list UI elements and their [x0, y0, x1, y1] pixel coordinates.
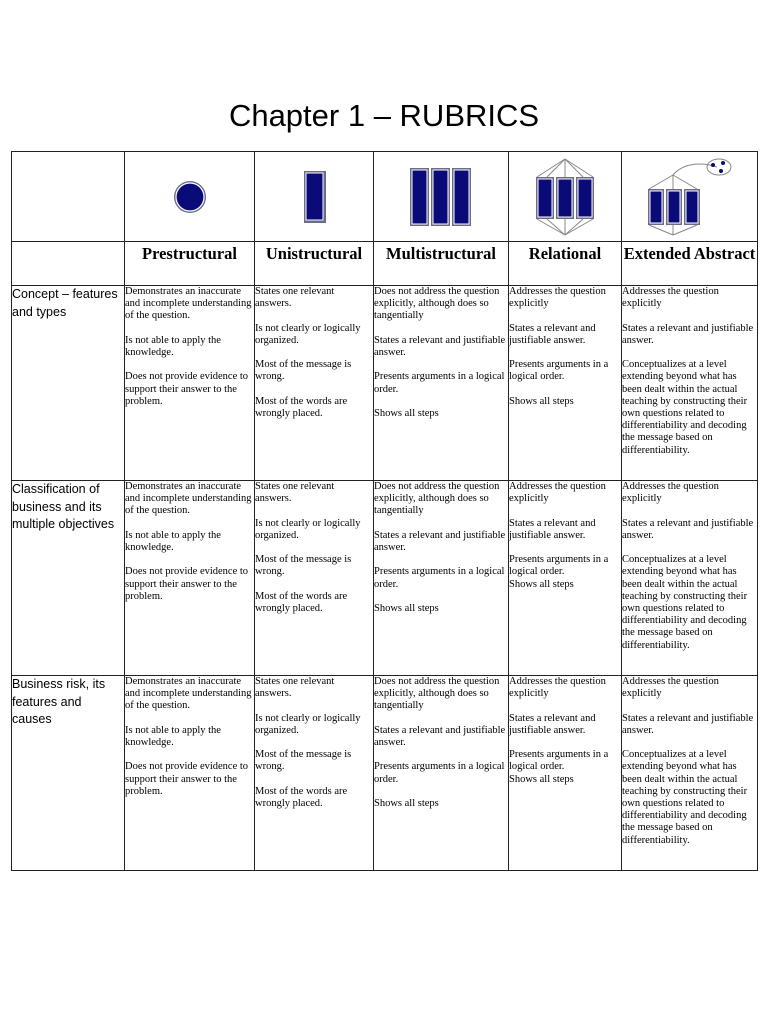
- empty-corner-cell: [12, 152, 125, 242]
- criteria-cell: [125, 481, 255, 676]
- criteria-text: States one relevant answers.: [255, 676, 337, 700]
- criteria-text: Is not able to apply the knowledge.: [125, 529, 224, 553]
- criteria-cell: [622, 481, 758, 676]
- criteria-cell: [255, 286, 374, 481]
- criteria-text: States one relevant answers.: [255, 286, 337, 310]
- criteria-cell: [125, 676, 255, 871]
- criteria-cell: [374, 676, 509, 871]
- table-row: [12, 286, 758, 481]
- criteria-text: Presents arguments in a logical order. Shows all steps: [509, 554, 609, 590]
- criteria-text: Does not address the question explicitly, although does so tangentially: [374, 286, 503, 322]
- criteria-text: Presents arguments in a logical order.: [374, 371, 508, 395]
- criteria-text: States a relevant and justifiable answer.: [509, 322, 599, 346]
- criteria-text: Most of the words are wrongly placed.: [255, 785, 350, 809]
- three-bars-icon: [409, 166, 473, 228]
- criteria-text: Conceptualizes at a level extending beyond what has been dealt within the actual teaching by constructing their own questions related to differentiability and decoding the message based on differentiability.: [622, 359, 750, 456]
- criteria-cell: [509, 481, 622, 676]
- criteria-cell: [622, 286, 758, 481]
- table-row: [12, 481, 758, 676]
- relational-icon-cell: [509, 152, 622, 242]
- criteria-text: Demonstrates an inaccurate and incomplete understanding of the question.: [125, 481, 255, 517]
- criteria-cell: [509, 286, 622, 481]
- criteria-text: Does not provide evidence to support their answer to the problem.: [125, 761, 251, 797]
- criteria-text: Shows all steps: [374, 797, 439, 809]
- row-topic: Business risk, its features and causes: [12, 676, 125, 871]
- criteria-text: Most of the words are wrongly placed.: [255, 395, 350, 419]
- extended-abstract-icon-cell: [622, 152, 758, 242]
- criteria-text: States a relevant and justifiable answer.: [622, 517, 756, 541]
- criteria-text: Addresses the question explicitly: [622, 286, 722, 310]
- extended-structure-icon: [645, 157, 735, 237]
- icon-row: [12, 152, 758, 242]
- connected-bars-icon: [533, 157, 597, 237]
- criteria-text: Conceptualizes at a level extending beyond what has been dealt within the actual teaching by constructing their own questions related to differentiability and decoding the message based on differentiability.: [622, 749, 750, 846]
- row-topic: Concept – features and types: [12, 286, 125, 481]
- criteria-text: Demonstrates an inaccurate and incomplete understanding of the question.: [125, 286, 255, 322]
- level-header-relational: Relational: [509, 242, 622, 286]
- criteria-text: States one relevant answers.: [255, 481, 337, 505]
- criteria-text: States a relevant and justifiable answer.: [374, 529, 508, 553]
- criteria-text: Conceptualizes at a level extending beyond what has been dealt within the actual teaching by constructing their own questions related to differentiability and decoding the message based on differentiability.: [622, 554, 750, 651]
- criteria-text: Is not clearly or logically organized.: [255, 322, 364, 346]
- criteria-text: States a relevant and justifiable answer.: [374, 724, 508, 748]
- criteria-text: Addresses the question explicitly: [622, 481, 722, 505]
- criteria-text: States a relevant and justifiable answer.: [622, 322, 756, 346]
- unistructural-icon-cell: [255, 152, 374, 242]
- criteria-cell: [509, 676, 622, 871]
- criteria-text: Presents arguments in a logical order.: [374, 761, 508, 785]
- criteria-text: Most of the message is wrong.: [255, 749, 354, 773]
- rubric-table: [11, 151, 758, 871]
- level-header-prestructural: Prestructural: [125, 242, 255, 286]
- criteria-text: Most of the words are wrongly placed.: [255, 590, 350, 614]
- row-topic: Classification of business and its multiple objectives: [12, 481, 125, 676]
- criteria-text: Shows all steps: [509, 395, 574, 407]
- level-header-unistructural: Unistructural: [255, 242, 374, 286]
- single-bar-icon: [299, 169, 329, 225]
- criteria-text: Shows all steps: [374, 602, 439, 614]
- criteria-text: Is not able to apply the knowledge.: [125, 334, 224, 358]
- table-row: [12, 676, 758, 871]
- level-header-multistructural: Multistructural: [374, 242, 509, 286]
- criteria-text: Shows all steps: [374, 407, 439, 419]
- criteria-cell: [255, 481, 374, 676]
- criteria-cell: [374, 286, 509, 481]
- criteria-text: Is not clearly or logically organized.: [255, 712, 364, 736]
- criteria-text: Does not provide evidence to support their answer to the problem.: [125, 371, 251, 407]
- criteria-text: Is not clearly or logically organized.: [255, 517, 364, 541]
- criteria-cell: [125, 286, 255, 481]
- level-header-row: [12, 242, 758, 286]
- criteria-text: Is not able to apply the knowledge.: [125, 724, 224, 748]
- criteria-text: Addresses the question explicitly: [622, 676, 722, 700]
- page-title: Chapter 1 – RUBRICS: [228, 98, 540, 133]
- empty-header-cell: [12, 242, 125, 286]
- level-header-extended-abstract: Extended Abstract: [622, 242, 758, 286]
- criteria-cell: [622, 676, 758, 871]
- criteria-text: States a relevant and justifiable answer.: [622, 712, 756, 736]
- criteria-text: States a relevant and justifiable answer.: [374, 334, 508, 358]
- criteria-text: Addresses the question explicitly: [509, 481, 609, 505]
- criteria-text: Presents arguments in a logical order.: [374, 566, 508, 590]
- criteria-text: States a relevant and justifiable answer.: [509, 712, 599, 736]
- criteria-text: States a relevant and justifiable answer.: [509, 517, 599, 541]
- circle-icon: [170, 179, 210, 215]
- criteria-cell: [374, 481, 509, 676]
- criteria-text: Does not provide evidence to support their answer to the problem.: [125, 566, 251, 602]
- criteria-text: Most of the message is wrong.: [255, 359, 354, 383]
- criteria-text: Most of the message is wrong.: [255, 554, 354, 578]
- criteria-text: Does not address the question explicitly, although does so tangentially: [374, 676, 503, 712]
- criteria-cell: [255, 676, 374, 871]
- criteria-text: Addresses the question explicitly: [509, 286, 609, 310]
- criteria-text: Does not address the question explicitly, although does so tangentially: [374, 481, 503, 517]
- criteria-text: Presents arguments in a logical order. Shows all steps: [509, 749, 609, 785]
- criteria-text: Presents arguments in a logical order.: [509, 359, 611, 383]
- criteria-text: Addresses the question explicitly: [509, 676, 609, 700]
- prestructural-icon-cell: [125, 152, 255, 242]
- multistructural-icon-cell: [374, 152, 509, 242]
- criteria-text: Demonstrates an inaccurate and incomplete understanding of the question.: [125, 676, 255, 712]
